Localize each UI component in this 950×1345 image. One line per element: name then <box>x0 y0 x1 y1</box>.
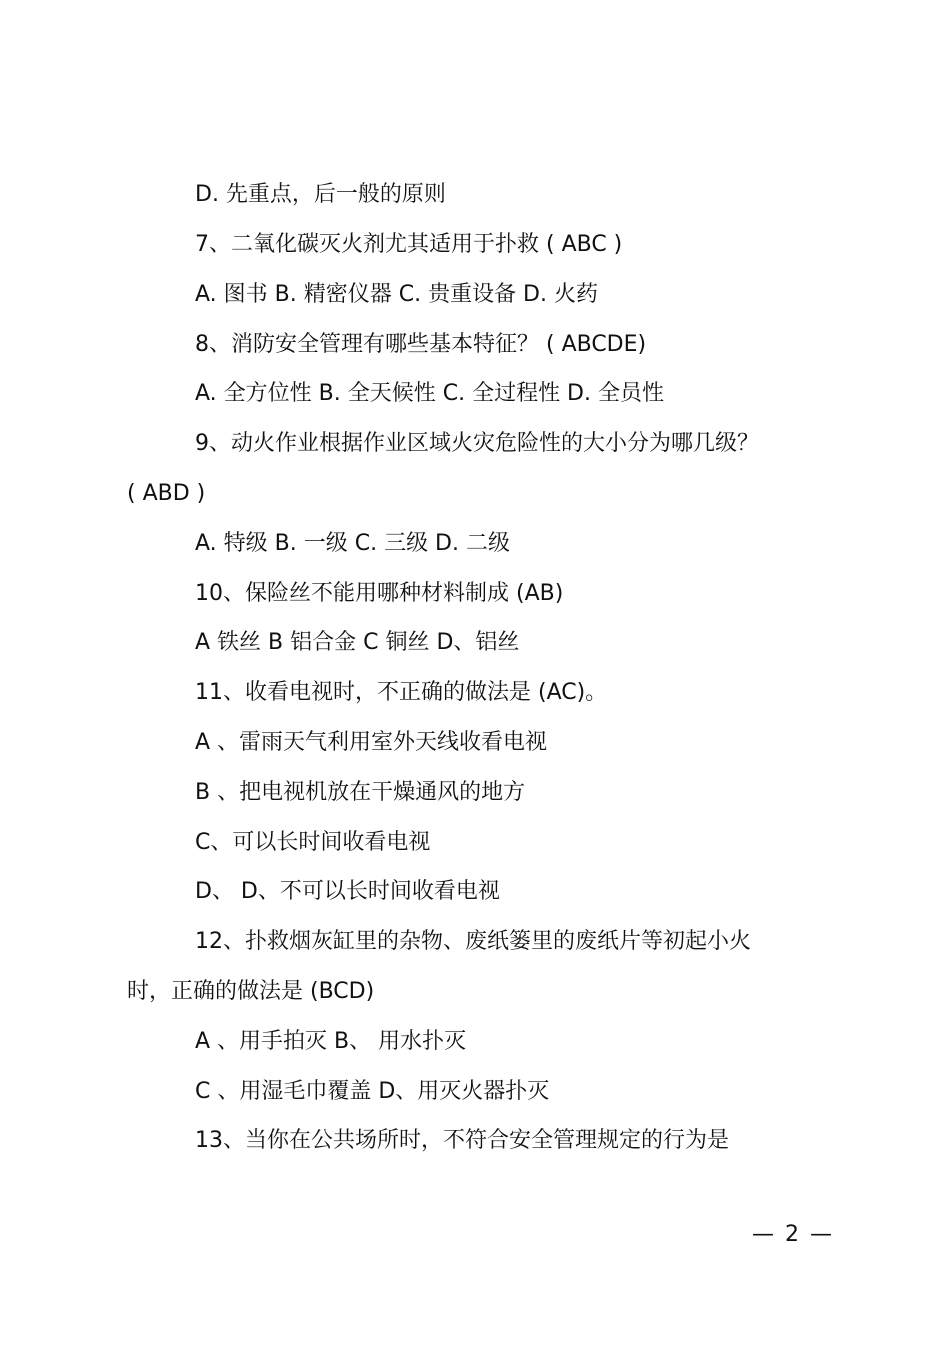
option-11-a: A 、雷雨天气利用室外天线收看电视 <box>195 730 548 755</box>
question-8: 8、消防安全管理有哪些基本特征？ ( ABCDE) <box>195 332 647 357</box>
option-11-b: B 、把电视机放在干燥通风的地方 <box>195 780 526 805</box>
question-7: 7、二氧化碳灭火剂尤其适用于扑救 ( ABC ) <box>195 232 623 257</box>
question-10: 10、保险丝不能用哪种材料制成 (AB) <box>195 581 564 606</box>
question-9-answer: ( ABD ) <box>127 481 206 506</box>
option-11-d: D、 D、不可以长时间收看电视 <box>195 879 500 904</box>
question-11: 11、收看电视时，不正确的做法是 (AC)。 <box>195 680 608 705</box>
question-13: 13、当你在公共场所时，不符合安全管理规定的行为是 <box>195 1128 729 1153</box>
options-12-ab: A 、用手拍灭 B、 用水扑灭 <box>195 1029 467 1054</box>
page-number: — 2 — <box>752 1222 834 1247</box>
options-7: A. 图书 B. 精密仪器 C. 贵重设备 D. 火药 <box>195 282 598 307</box>
options-10: A 铁丝 B 铝合金 C 铜丝 D、铝丝 <box>195 630 520 655</box>
question-9: 9、动火作业根据作业区域火灾危险性的大小分为哪几级？ <box>195 431 759 456</box>
options-8: A. 全方位性 B. 全天候性 C. 全过程性 D. 全员性 <box>195 381 664 406</box>
option-11-c: C、可以长时间收看电视 <box>195 830 431 855</box>
options-9: A. 特级 B. 一级 C. 三级 D. 二级 <box>195 531 510 556</box>
question-12: 12、扑救烟灰缸里的杂物、废纸篓里的废纸片等初起小火 <box>195 929 751 954</box>
options-12-cd: C 、用湿毛巾覆盖 D、用灭火器扑灭 <box>195 1079 550 1104</box>
question-12-cont: 时，正确的做法是 (BCD) <box>127 979 375 1004</box>
option-line: D. 先重点，后一般的原则 <box>195 182 446 207</box>
